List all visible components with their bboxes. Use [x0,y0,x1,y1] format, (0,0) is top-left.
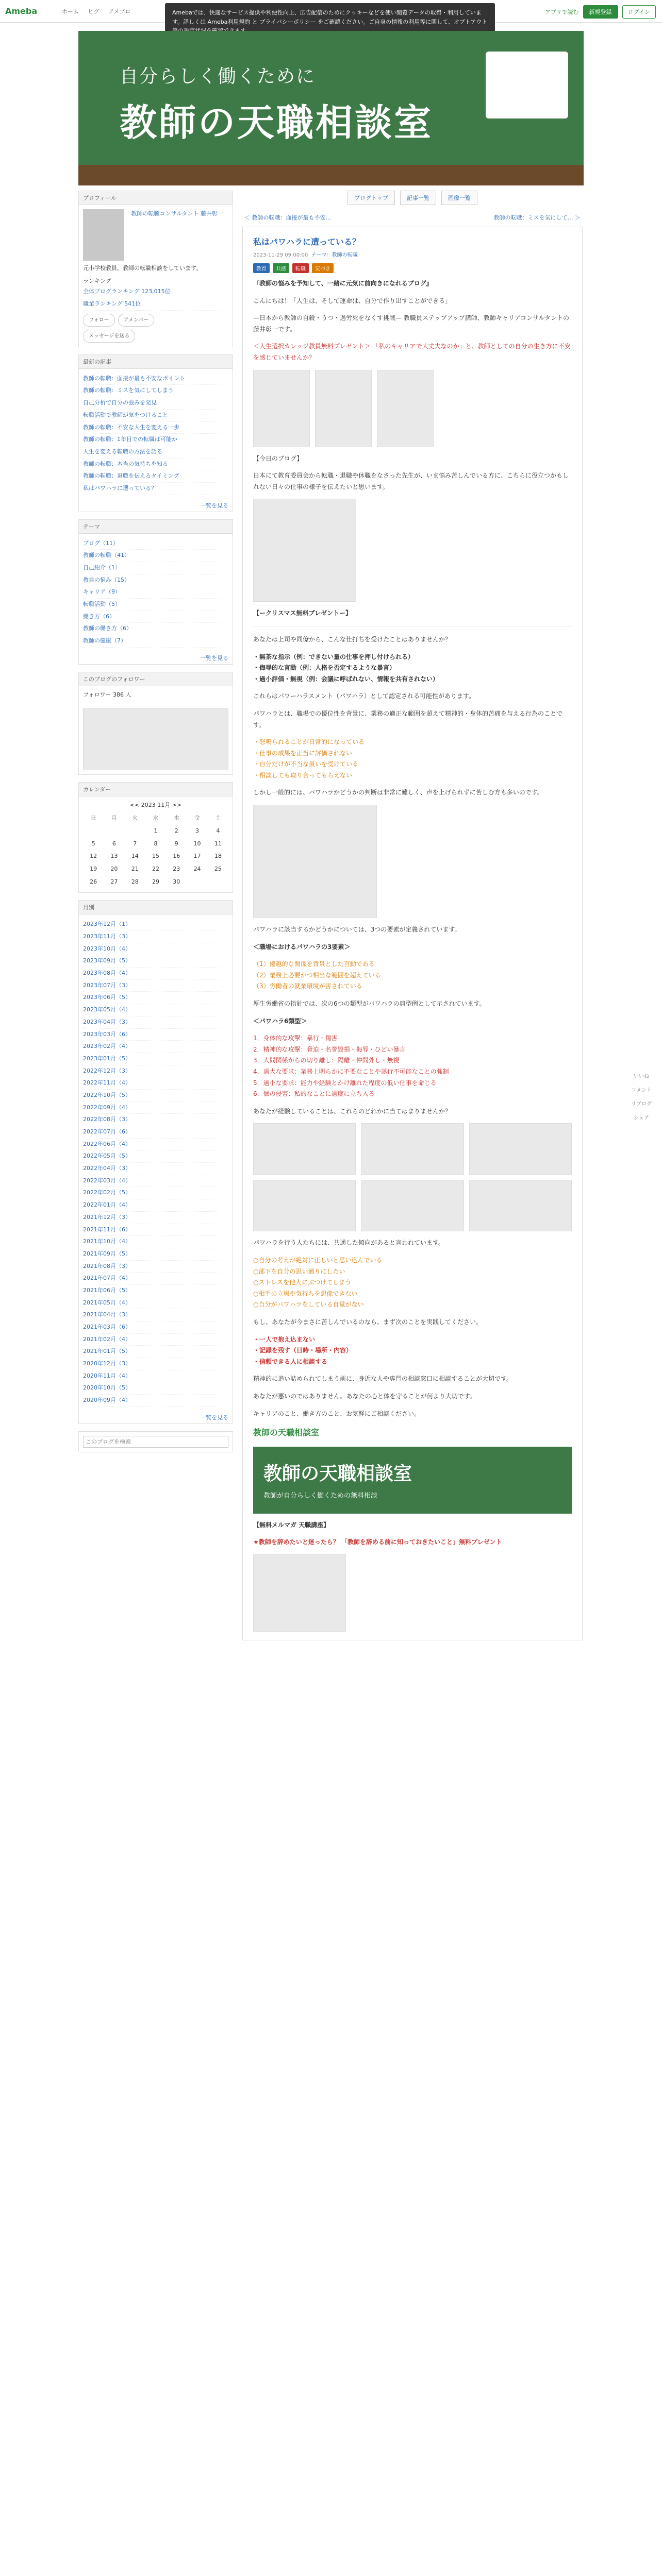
calendar-day[interactable]: 9 [174,840,178,847]
archive-link[interactable]: 2020年12月（3） [83,1358,228,1370]
weekday: 日 [90,815,96,822]
prev-article-link[interactable]: ＜ 教師の転職：面接が最も不安… [244,214,332,221]
recent-post-link[interactable]: 教師の転職：本当の気持ちを知る [83,459,228,471]
list-item: 3．人間関係からの切り離し：隔離・仲間外し・無視 [253,1057,400,1064]
archive-link[interactable]: 2021年10月（4） [83,1236,228,1248]
login-button[interactable]: ログイン [622,5,656,19]
article-paragraph: 精神的に追い詰められてしまう前に、身近な人や専門の相談窓口に相談することが大切です。 [253,1375,513,1383]
tag-label[interactable]: 気づき [312,263,334,273]
archive-link[interactable]: 2023年11月（3） [83,931,228,943]
list-item: 6．個の侵害：私的なことに過度に立ち入る [253,1090,375,1098]
calendar-day[interactable] [125,825,145,838]
list-item: （3）労働者の就業環境が害されている [253,982,362,990]
calendar-day[interactable]: 29 [152,878,159,885]
recent-post-link[interactable]: 自己分析で自分の強みを発見 [83,397,228,410]
calendar-day[interactable]: 8 [154,840,158,847]
present-image[interactable] [253,1554,346,1632]
archive-link[interactable]: 2022年09月（4） [83,1102,228,1114]
calendar-day[interactable]: 2 [174,827,178,834]
top-nav [62,7,138,15]
calendar-day[interactable] [208,876,228,889]
list-item: ・侮辱的な言動（例：人格を否定するような暴言） [253,664,396,672]
archive-link[interactable]: 2022年03月（4） [83,1175,228,1188]
archive-link[interactable]: 2022年04月（3） [83,1163,228,1175]
followers-count[interactable]: フォロワー 386 人 [83,691,131,698]
list-item: ・信頼できる人に相談する [253,1358,328,1365]
calendar-day[interactable]: 30 [173,878,180,885]
recent-post-link[interactable]: 教師の転職：退職を伝えるタイミング [83,470,228,483]
archive-link[interactable]: 2022年12月（3） [83,1065,228,1078]
calendar-day[interactable]: 27 [110,878,118,885]
archive-link[interactable]: 2022年08月（3） [83,1114,228,1126]
followers-box [78,672,233,775]
calendar-day[interactable]: 17 [193,853,201,860]
archive-list [79,914,233,1411]
weekday: 木 [173,815,179,822]
recent-posts-box [78,354,233,512]
list-item: ・無茶な指示（例：できない量の仕事を押し付けられる） [253,653,415,660]
calendar-day[interactable]: 10 [193,840,201,847]
list-item: 2．精神的な攻撃：脅迫・名誉毀損・侮辱・ひどい暴言 [253,1045,406,1053]
article-lead: 『教師の悩みを予知して、一緒に元気に前向きになれるブログ』 [253,280,433,287]
profile-avatar[interactable] [83,209,124,261]
recent-posts-more[interactable]: 一覧を見る [200,502,228,509]
profile-box [78,191,233,347]
calendar-next-icon[interactable]: >> [172,801,182,808]
article-title[interactable]: 私はパワハラに遭っている？ [253,237,361,247]
calendar-day[interactable]: 4 [216,827,220,834]
calendar-day[interactable]: 1 [154,827,158,834]
nav-pigg[interactable]: ピグ [88,8,100,15]
article-paragraph: あなたは上司や同僚から、こんな仕打ちを受けたことはありませんか？ [253,635,452,643]
tag-label[interactable]: 転職 [292,263,309,273]
types-title: ＜パワハラ6類型＞ [253,1017,307,1025]
archive-link[interactable]: 2022年02月（5） [83,1187,228,1199]
theme-link[interactable]: キャリア（9） [83,586,228,599]
weekday: 月 [111,815,117,822]
tag-label[interactable]: 教育 [253,263,270,273]
calendar-day[interactable]: 13 [110,853,118,860]
calendar-day[interactable] [104,825,124,838]
book-image[interactable] [253,370,310,447]
list-item: ○部下を自分の思い通りにしたい [253,1267,345,1275]
blog-search-input[interactable] [83,1436,228,1448]
article-paragraph: 日本にて教育委員会から転職・退職や休職をなさった先生が、いま悩み苦しんでいる方に、こちらに役立つかもしれない日々の仕事の様子を伝えたいと思います。 [253,472,569,490]
archive-link[interactable]: 2022年05月（5） [83,1150,228,1163]
archive-link[interactable]: 2022年11月（4） [83,1077,228,1090]
theme-list [79,534,233,652]
banner-sub: 教師が自分らしく働くための無料相談 [263,1492,378,1500]
article-paragraph: あなたが経験していることは、これらのどれかに当てはまりませんか？ [253,1107,452,1115]
theme-link[interactable]: 教師の転職（41） [83,550,228,562]
weekday: 土 [215,815,221,822]
weekday: 水 [153,815,159,822]
list-item: ○相手の立場や気持ちを想像できない [253,1290,358,1297]
list-item: 5．過小な要求：能力や経験とかけ離れた程度の低い仕事を命じる [253,1079,437,1087]
calendar-day[interactable]: 19 [90,865,97,872]
article-paragraph[interactable]: ＜人生選択カレッジ教員無料プレゼント＞ 「私のキャリアで大丈夫なのか」と、教師としての自分の生き方に不安を感じていませんか？ [253,343,571,361]
list-item: ・仕事の成果を正当に評価されない [253,749,353,757]
archive-box [78,900,233,1424]
article-paragraph: パワハラとは、職場での優位性を背景に、業務の適正な範囲を超えて精神的・身体的苦痛を与える行為のことです。 [253,709,563,728]
reblog-button[interactable]: リブログ [631,1101,652,1107]
header-title: 教師の天職相談室 [120,100,434,144]
follow-button[interactable]: フォロー [83,314,115,327]
ranking-heading: ランキング [83,277,111,284]
archive-link[interactable]: 2022年10月（5） [83,1090,228,1102]
follower-preview [83,708,228,770]
sidebar [78,191,233,2576]
list-item: ○自分の考えが絶対に正しいと思い込んでいる [253,1256,383,1264]
theme-link[interactable]: 教員の悩み（15） [83,574,228,587]
tag-label[interactable]: 共感 [273,263,289,273]
next-article-link[interactable]: 教師の転職：ミスを気にして… ＞ [493,214,581,221]
theme-more[interactable]: 一覧を見る [200,654,228,662]
tab-blog-top[interactable]: ブログトップ [347,191,395,205]
chalk-tray [78,165,584,185]
list-item: ・怒鳴られることが日常的になっている [253,738,365,746]
article-paragraph: これらはパワーハラスメント（パワハラ）として認定される可能性があります。 [253,692,475,700]
calendar-day[interactable]: 28 [131,878,139,885]
archive-heading: 月別 [79,901,233,914]
ameba-logo[interactable]: Ameba [5,6,38,16]
list-item: ・一人で抱え込まない [253,1335,316,1343]
recent-post-link[interactable]: 教師の転職：不安な人生を変える一歩 [83,422,228,434]
archive-link[interactable]: 2020年11月（4） [83,1370,228,1383]
list-item: 1．身体的な攻撃：暴行・傷害 [253,1035,338,1042]
search-box [78,1431,233,1452]
banner-caption[interactable]: 教師の天職相談室 [253,1428,320,1438]
consult-banner[interactable] [253,1447,572,1514]
recent-post-link[interactable]: 教師の転職：1年目での転職は可能か [83,434,228,446]
type-illustration [361,1180,464,1231]
app-link[interactable]: アプリで読む [544,9,579,15]
archive-link[interactable]: 2023年07月（3） [83,980,228,992]
calendar-year: 2023 [141,801,156,808]
archive-link[interactable]: 2021年04月（3） [83,1309,228,1321]
calendar-day[interactable]: 25 [214,865,222,872]
article [242,227,583,1640]
calendar-prev-icon[interactable]: << [129,801,140,808]
archive-link[interactable]: 2021年12月（3） [83,1212,228,1224]
calendar-month: 11月 [157,801,171,808]
recent-post-link[interactable]: 人生を変える転職の方法を語る [83,446,228,459]
list-item: ○自分がパワハラをしている自覚がない [253,1301,364,1309]
article-paragraph: パワハラを行う人たちには、共通した傾向があると言われています。 [253,1239,445,1247]
type-illustration [253,1123,356,1175]
article-date: 2023-11-29 09:00:00 [253,252,308,258]
article-paragraph: 【今日のブログ】 [253,454,303,462]
archive-link[interactable]: 2021年08月（3） [83,1261,228,1273]
blog-tabs [242,191,583,205]
like-button[interactable]: いいね [634,1074,649,1079]
archive-link[interactable]: 2023年04月（3） [83,1016,228,1029]
theme-link[interactable]: 教師の働き方（6） [83,623,228,635]
calendar-day[interactable]: 26 [90,878,97,885]
theme-link[interactable]: 働き方（6） [83,611,228,623]
article-paragraph: —日本から教師の自殺・うつ・過労死をなくす挑戦— 教職員ステップアップ講師、教師キャリアコンサルタントの藤井彰一です。 [253,314,570,333]
list-item: （1）優越的な関係を背景とした言動である [253,960,375,968]
calendar-day[interactable]: 7 [133,840,137,847]
top-right [545,5,656,19]
article-paragraph: 厚生労働省の指針では、次の6つの類型がパワハラの典型例として示されています。 [253,1000,486,1008]
list-item: ・相談しても取り合ってもらえない [253,771,353,779]
amember-button[interactable]: アメンバー [118,314,155,327]
article-paragraph: しかし一般的には、パワハラかどうかの判断は非常に難しく、声を上げられずに苦しむ方も多いのです。 [253,789,543,796]
recent-post-link[interactable]: 教師の転職：ミスを気にしてしまう [83,385,228,397]
theme-link[interactable]: 自己紹介（1） [83,562,228,574]
weekday: 金 [194,815,201,822]
six-types-grid [253,1123,572,1231]
list-item: ・過小評価・無視（例：会議に呼ばれない、情報を共有されない） [253,675,439,683]
calendar-day[interactable] [83,825,104,838]
list-item: ・自分だけが不当な扱いを受けている [253,760,359,768]
archive-link[interactable]: 2022年06月（4） [83,1139,228,1151]
archive-link[interactable]: 2020年09月（4） [83,1395,228,1407]
archive-link[interactable]: 2021年09月（5） [83,1248,228,1261]
tab-article-list[interactable]: 記事一覧 [400,191,436,205]
calendar-day[interactable]: 15 [152,853,159,860]
recent-post-link[interactable]: 転職活動で教師が気をつけること [83,410,228,422]
followers-heading: このブログのフォロワー [79,672,233,686]
definitions-title: ＜職場におけるパワハラの3要素＞ [253,943,351,951]
calendar-day[interactable] [187,876,207,889]
main-content [242,191,583,2576]
recent-post-link[interactable]: 教師の転職：面接が最も不安なポイント [83,373,228,385]
list-item: ○ストレスを他人にぶつけてしまう [253,1279,352,1286]
archive-link[interactable]: 2023年10月（4） [83,943,228,956]
ranking-item[interactable]: 職業ランキング 541位 [83,298,228,311]
archive-link[interactable]: 2023年03月（6） [83,1029,228,1041]
theme-link[interactable]: 教師の健康（7） [83,635,228,648]
nav-home[interactable]: ホーム [62,8,79,15]
archive-link[interactable]: 2020年10月（5） [83,1382,228,1395]
article-paragraph: あなたが悪いのではありません。あなたの心と体を守ることが何より大切です。 [253,1392,476,1400]
theme-link[interactable]: ブログ（11） [83,538,228,550]
calendar-day[interactable]: 16 [173,853,180,860]
type-illustration [253,1180,356,1231]
archive-link[interactable]: 2021年02月（4） [83,1334,228,1346]
article-theme[interactable]: テーマ：教師の転職 [311,252,358,258]
archive-link[interactable]: 2022年07月（6） [83,1126,228,1139]
article-paragraph: パワハラに該当するかどうかについては、3つの要素が定義されています。 [253,926,461,934]
article-paragraph: こんにちは！「人生は、そして運命は、自分で作り出すことができる」 [253,297,452,304]
comment-button[interactable]: コメント [631,1088,652,1093]
type-illustration [469,1180,572,1231]
archive-link[interactable]: 2022年01月（4） [83,1199,228,1212]
archive-link[interactable]: 2023年09月（5） [83,955,228,968]
header-mascot-image [486,52,568,118]
profile-desc: 元小学校教員。教師の転職相談をしています。 [83,265,202,272]
theme-link[interactable]: 転職活動（5） [83,599,228,611]
ranking-item[interactable]: 全体ブログランキング 123,015位 [83,286,228,298]
book-image[interactable] [315,370,372,447]
calendar-day[interactable]: 3 [195,827,200,834]
calendar-day[interactable]: 24 [193,865,201,872]
recent-posts-heading: 最新の記事 [79,355,233,369]
recent-posts-list [79,369,233,499]
calendar-day[interactable]: 22 [152,865,159,872]
archive-link[interactable]: 2023年12月（1） [83,919,228,931]
banner-title: 教師の天職相談室 [263,1462,412,1484]
blog-header[interactable] [78,31,584,185]
register-button[interactable]: 新規登録 [583,5,618,19]
calendar-day[interactable]: 11 [214,840,222,847]
list-item: （2）業務上必要かつ相当な範囲を超えている [253,971,381,979]
share-button[interactable]: シェア [634,1115,649,1121]
archive-link[interactable]: 2023年01月（5） [83,1053,228,1065]
teacher-illustration [253,499,356,602]
list-item: ・記録を残す（日時・場所・内容） [253,1347,353,1354]
calendar-day[interactable]: 5 [91,840,95,847]
archive-link[interactable]: 2021年07月（4） [83,1273,228,1285]
archive-link[interactable]: 2023年06月（5） [83,992,228,1004]
type-illustration [469,1123,572,1175]
calendar-day[interactable]: 14 [131,853,139,860]
archive-link[interactable]: 2021年01月（5） [83,1346,228,1358]
notice-text: Amebaでは、快適なサービス提供や利便性向上、広告配信のためにクッキーなどを使い閲覧データの取得・利用しています。詳しくは Ameba利用規約 と プライバシーポリシー をご確認ください。ご自身の情報の利用等に関して、オプトアウト [172,9,488,25]
profile-heading: プロフィール [79,191,233,205]
calendar-day[interactable]: 18 [214,853,222,860]
article-pager [242,210,583,227]
nav-ameblo[interactable]: アメブロ [108,8,131,15]
article-paragraph: キャリアのこと、働き方のこと、お気軽にご相談ください。 [253,1410,421,1417]
archive-link[interactable]: 2023年05月（4） [83,1004,228,1016]
calendar-day[interactable]: 12 [90,853,97,860]
calendar-table [83,812,228,888]
book-image[interactable] [377,370,434,447]
theme-heading: テーマ [79,520,233,534]
theme-box [78,519,233,665]
article-paragraph: もし、あなたが今まさに苦しんでいるのなら、まず次のことを実践してください。 [253,1318,483,1326]
archive-link[interactable]: 2021年05月（4） [83,1297,228,1310]
article-paragraph[interactable]: 【無料メルマガ 天職講座】 [253,1521,330,1529]
archive-link[interactable]: 2021年03月（6） [83,1321,228,1334]
harassment-illustration [253,805,377,918]
type-illustration [361,1123,464,1175]
archive-link[interactable]: 2023年08月（4） [83,968,228,980]
calendar-box [78,782,233,893]
weekday: 火 [132,815,138,822]
archive-link[interactable]: 2023年02月（4） [83,1041,228,1053]
recent-post-link[interactable]: 私はパワハラに遭っている？ [83,483,228,495]
archive-more[interactable]: 一覧を見る [200,1414,228,1421]
article-paragraph[interactable]: 【ークリスマス無料プレゼントー】 [253,609,352,617]
calendar-day[interactable]: 6 [112,840,116,847]
profile-name[interactable]: 教師の転職コンサルタント 藤井彰一 [131,210,224,217]
list-item: 4．過大な要求：業務上明らかに不要なことや遂行不可能なことの強制 [253,1068,449,1075]
archive-link[interactable]: 2021年11月（6） [83,1224,228,1236]
right-rail [631,1072,652,1127]
archive-link[interactable]: 2021年06月（5） [83,1285,228,1297]
calendar-day[interactable]: 20 [110,865,118,872]
calendar-day[interactable]: 21 [131,865,139,872]
header-subtitle: 自分らしく働くために [120,66,316,87]
calendar-day[interactable]: 23 [173,865,180,872]
article-paragraph[interactable]: ★教師を辞めたいと迷ったら？ 「教師を辞める前に知っておきたいこと」無料プレゼント [253,1538,502,1546]
article-tags [253,263,572,273]
tab-image-list[interactable]: 画像一覧 [441,191,477,205]
calendar-heading: カレンダー [79,783,233,796]
message-button[interactable]: メッセージを送る [83,330,135,343]
